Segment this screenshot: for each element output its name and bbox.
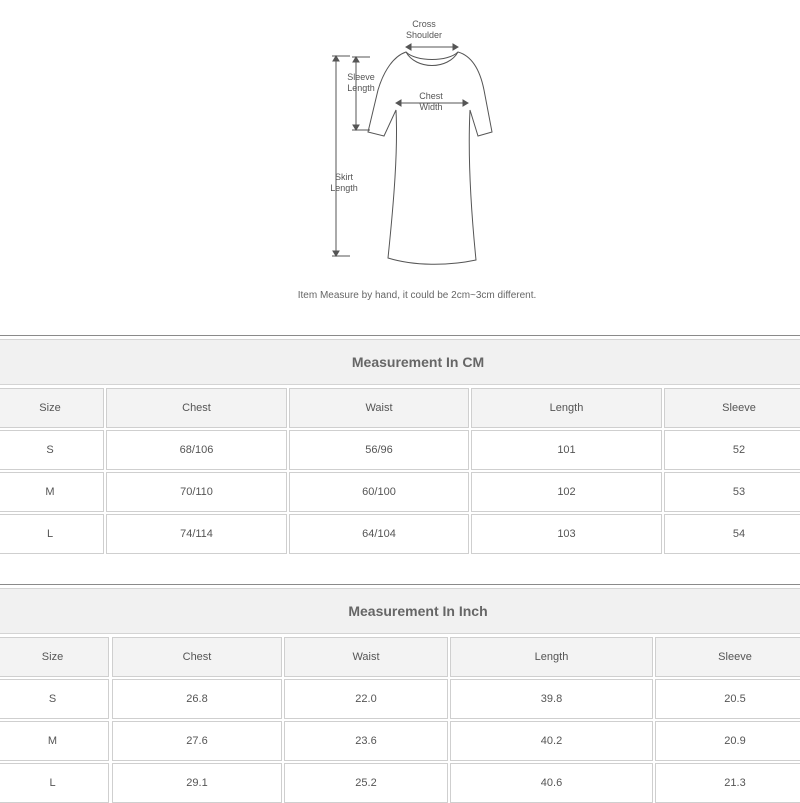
table-cell-chest: 68/106 bbox=[106, 430, 287, 470]
table-cell-sleeve: 54 bbox=[664, 514, 800, 554]
cm-table-title-text: Measurement In CM bbox=[351, 354, 485, 370]
table-divider bbox=[0, 584, 800, 585]
column-header-size: Size bbox=[0, 388, 104, 428]
table-cell-length: 40.6 bbox=[450, 763, 653, 803]
inch-table-title-text: Measurement In Inch bbox=[348, 603, 488, 619]
dress-outline bbox=[368, 52, 492, 264]
table-cell-length: 101 bbox=[471, 430, 662, 470]
table-cell-sleeve: 20.5 bbox=[655, 679, 800, 719]
column-header-chest: Chest bbox=[106, 388, 287, 428]
column-header-size: Size bbox=[0, 637, 109, 677]
table-cell-length: 102 bbox=[471, 472, 662, 512]
table-cell-length: 103 bbox=[471, 514, 662, 554]
column-header-waist: Waist bbox=[289, 388, 469, 428]
table-cell-length: 40.2 bbox=[450, 721, 653, 761]
table-cell-sleeve: 21.3 bbox=[655, 763, 800, 803]
table-cell-sleeve: 52 bbox=[664, 430, 800, 470]
table-cell-sleeve: 20.9 bbox=[655, 721, 800, 761]
column-header-sleeve: Sleeve bbox=[655, 637, 800, 677]
table-cell-chest: 26.8 bbox=[112, 679, 282, 719]
column-header-length: Length bbox=[450, 637, 653, 677]
measure-note: Item Measure by hand, it could be 2cm~3cm different. bbox=[297, 290, 537, 301]
size-cell: S bbox=[0, 430, 104, 470]
cm-table bbox=[0, 335, 800, 557]
table-cell-waist: 23.6 bbox=[284, 721, 448, 761]
table-cell-chest: 70/110 bbox=[106, 472, 287, 512]
column-header-sleeve: Sleeve bbox=[664, 388, 800, 428]
table-cell-chest: 29.1 bbox=[112, 763, 282, 803]
column-header-chest: Chest bbox=[112, 637, 282, 677]
size-cell: S bbox=[0, 679, 109, 719]
table-cell-waist: 64/104 bbox=[289, 514, 469, 554]
cross-shoulder-label: Cross Shoulder bbox=[405, 19, 443, 40]
dress-illustration bbox=[0, 0, 800, 320]
column-header-waist: Waist bbox=[284, 637, 448, 677]
table-cell-sleeve: 53 bbox=[664, 472, 800, 512]
size-cell: L bbox=[0, 763, 109, 803]
table-cell-waist: 60/100 bbox=[289, 472, 469, 512]
column-header-length: Length bbox=[471, 388, 662, 428]
table-cell-chest: 27.6 bbox=[112, 721, 282, 761]
table-divider bbox=[0, 335, 800, 336]
table-cell-length: 39.8 bbox=[450, 679, 653, 719]
inch-table bbox=[0, 584, 800, 800]
size-cell: L bbox=[0, 514, 104, 554]
inch-table-title bbox=[0, 588, 800, 634]
size-cell: M bbox=[0, 721, 109, 761]
sleeve-length-label: Sleeve Length bbox=[347, 72, 375, 93]
skirt-length-label: Skirt Length bbox=[330, 172, 358, 193]
measurement-diagram bbox=[0, 0, 800, 320]
table-cell-waist: 22.0 bbox=[284, 679, 448, 719]
size-cell: M bbox=[0, 472, 104, 512]
table-cell-chest: 74/114 bbox=[106, 514, 287, 554]
table-cell-waist: 56/96 bbox=[289, 430, 469, 470]
table-cell-waist: 25.2 bbox=[284, 763, 448, 803]
cm-table-title bbox=[0, 339, 800, 385]
chest-width-label: Chest Width bbox=[419, 91, 443, 112]
